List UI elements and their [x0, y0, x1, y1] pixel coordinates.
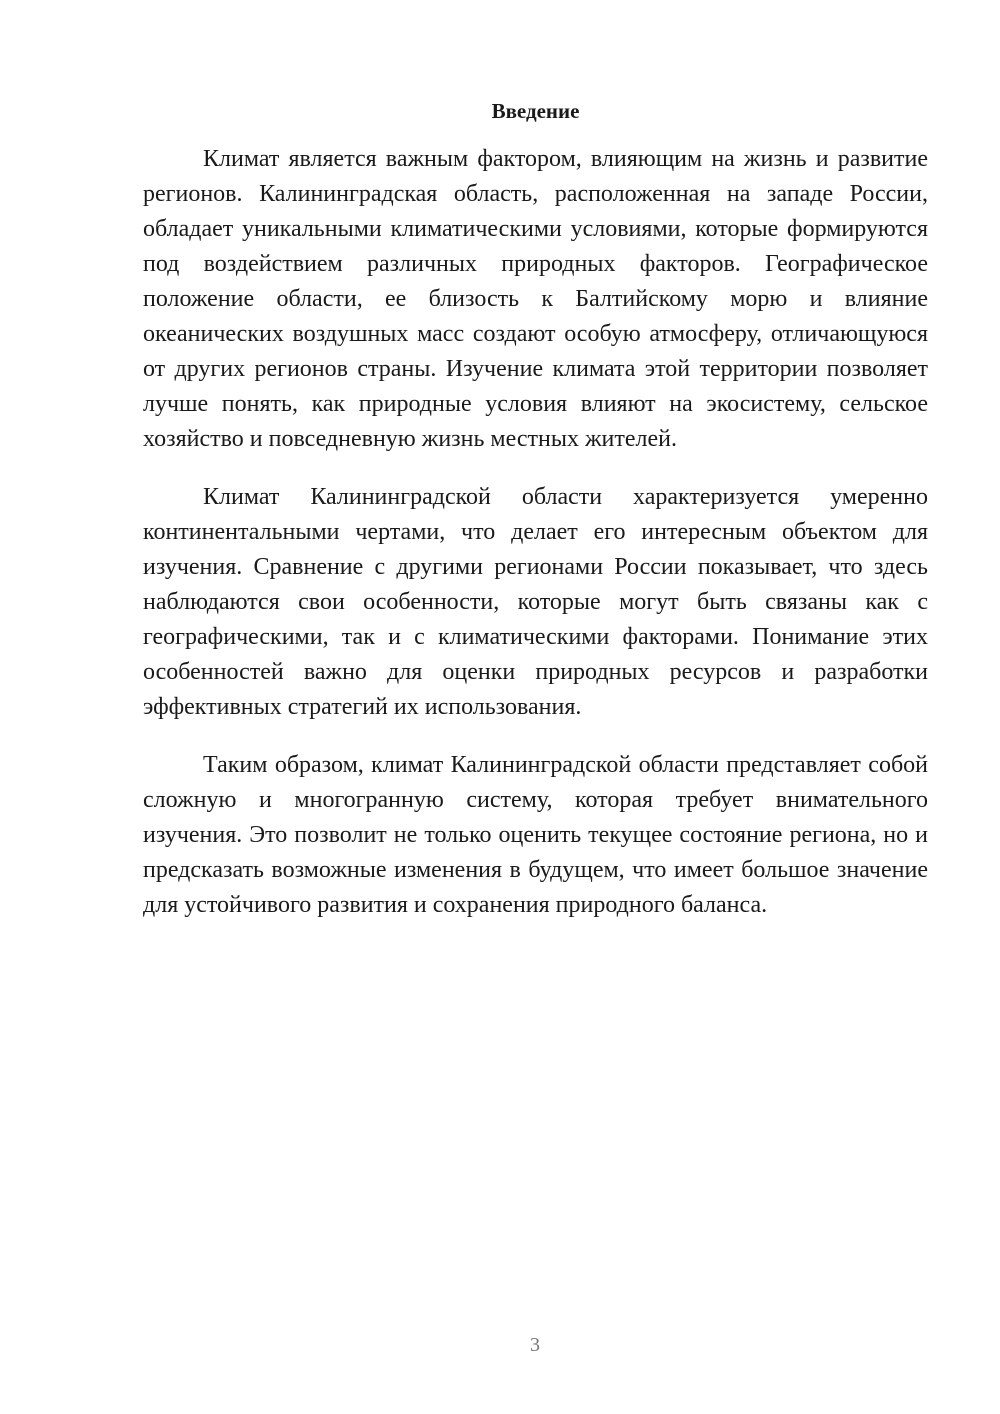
paragraph-2: Климат Калининградской области характеризуется умеренно континентальными чертами, что делает его интересным объектом для изучения. Сравнение с другими регионами России показывает, что здесь наблюдаются свои особенности, которые могут быть связаны как с географическими, так и с климатическими факторами. Понимание этих особенностей важно для оценки природных ресурсов и разработки эффективных стратегий их использования. [143, 484, 928, 720]
paragraph-1: Климат является важным фактором, влияющим на жизнь и развитие регионов. Калининградская область, расположенная на западе России, обладает уникальными климатическими условиями, которые формируются под воздействием различных природных факторов. Географическое положение области, ее близость к Балтийскому морю и влияние океанических воздушных масс создают особую атмосферу, отличающуюся от других регионов страны. Изучение климата этой территории позволяет лучше понять, как природные условия влияют на экосистему, сельское хозяйство и повседневную жизнь местных жителей. [143, 146, 928, 452]
page-number: 3 [530, 1334, 540, 1356]
section-heading: Введение [491, 99, 580, 123]
paragraph-3: Таким образом, климат Калининградской области представляет собой сложную и многогранную систему, которая требует внимательного изучения. Это позволит не только оценить текущее состояние региона, но и предсказать возможные изменения в будущем, что имеет большое значение для устойчивого развития и сохранения природного баланса. [143, 752, 928, 918]
